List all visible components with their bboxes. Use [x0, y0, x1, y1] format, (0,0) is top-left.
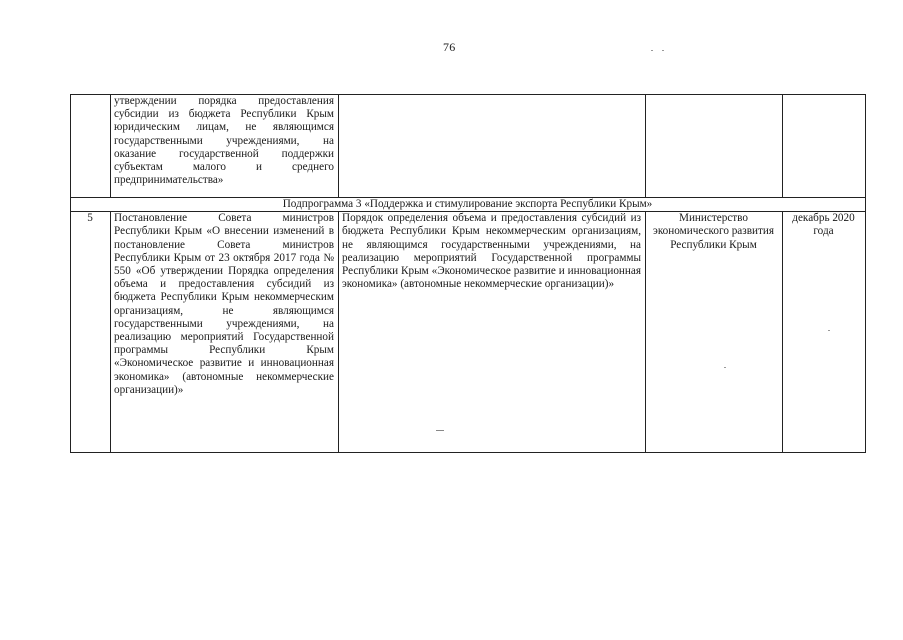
- deadline-text: декабрь 2020 года: [792, 212, 855, 238]
- scan-speck: [662, 50, 664, 51]
- scan-speck: [651, 50, 653, 51]
- responsible-cell: [646, 212, 783, 453]
- subprogram-header-row: [71, 198, 866, 212]
- responsible-text: Министерство экономического развития Республики Крым: [653, 212, 774, 251]
- deadline-cell: [783, 212, 866, 453]
- table-row-continued: [71, 95, 866, 198]
- row-number-cell: 5: [71, 212, 111, 453]
- page-number: 76: [443, 40, 456, 54]
- legal-act-text: утверждении порядка предоставления субсидии из бюджета Республики Крым юридическим лицам, не являющимся государственными учреждениями, на оказание государственной поддержки субъектам малого и среднего предпринимательства»: [114, 95, 334, 187]
- legal-act-cell: [111, 95, 339, 198]
- deadline-cell: [783, 95, 866, 198]
- scan-speck: [436, 430, 444, 431]
- legal-act-cell: [111, 212, 339, 453]
- responsible-cell: [646, 95, 783, 198]
- table-row-5: [71, 212, 866, 453]
- row-number-cell: [71, 95, 111, 198]
- description-text: Порядок определения объема и предоставления субсидий из бюджета Республики Крым некоммерческим организациям, не являющимся государственными учреждениями, на реализацию мероприятий Государственной программы Республики Крым «Экономическое развитие и инновационная экономика» (автономные некоммерческие организации)»: [342, 212, 641, 291]
- legal-act-text: Постановление Совета министров Республики Крым «О внесении изменений в постановление Совета министров Республики Крым от 23 октября 2017 года № 550 «Об утверждении Порядка определения объема и предоставления субсидий из бюджета Республики Крым некоммерческим организациям, не являющимся государственными учреждениями, на реализацию мероприятий Государственной программы Республики Крым «Экономическое развитие и инновационная экономика» (автономные некоммерческие организации)»: [114, 212, 334, 396]
- subprogram-header: Подпрограмма 3 «Поддержка и стимулирование экспорта Республики Крым»: [71, 198, 866, 212]
- document-table: [70, 94, 866, 453]
- description-cell: [339, 95, 646, 198]
- description-cell: [339, 212, 646, 453]
